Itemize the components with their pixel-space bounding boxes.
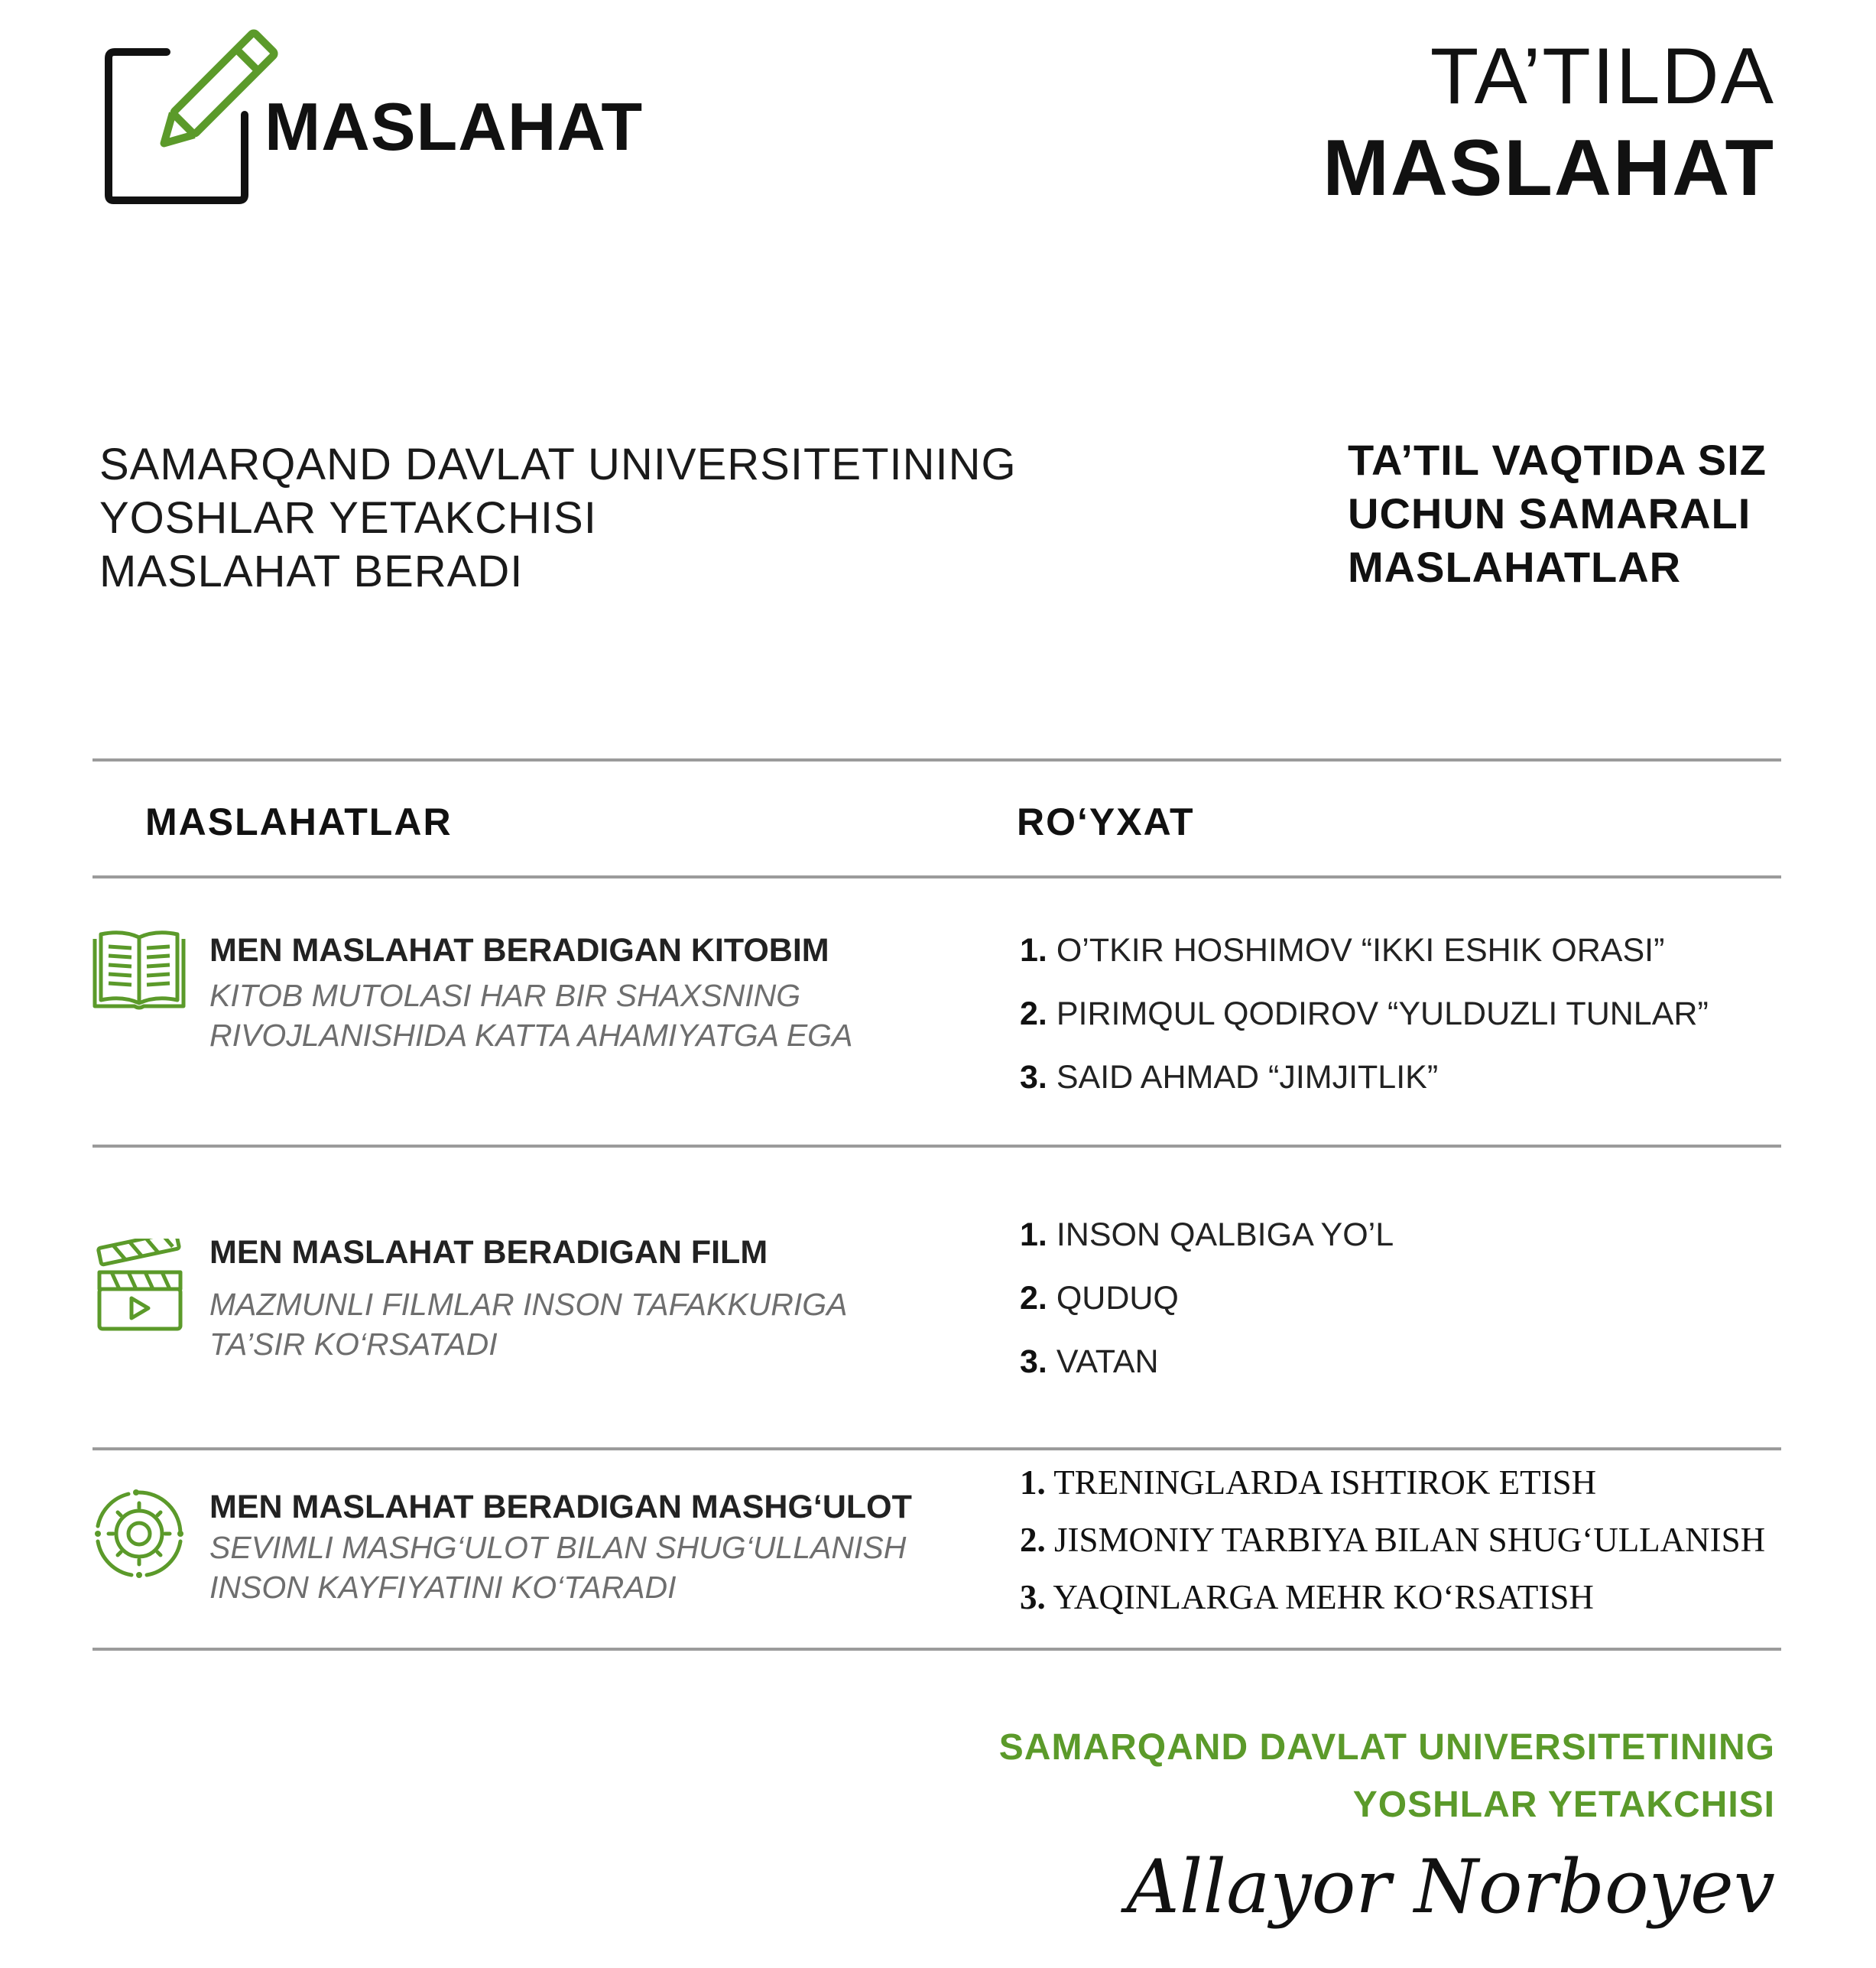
list-item xyxy=(1020,1343,1159,1380)
logo-text: MASLAHAT xyxy=(265,89,644,164)
list-item xyxy=(1020,1523,1765,1557)
list-text: JISMONIY TARBIYA BILAN SHUG‘ULLANISH xyxy=(1054,1521,1766,1559)
list-number: 2. xyxy=(1020,995,1047,1032)
table-divider xyxy=(93,875,1781,878)
list-text: INSON QALBIGA YO’L xyxy=(1056,1216,1394,1253)
list-item xyxy=(1020,934,1664,967)
film-row-description xyxy=(209,1284,848,1364)
list-number: 3. xyxy=(1020,1343,1047,1380)
table-divider xyxy=(93,758,1781,762)
list-item xyxy=(1020,1282,1179,1315)
intro-right-text xyxy=(1348,434,1767,594)
book-row-title: MEN MASLAHAT BERADIGAN KITOBIM xyxy=(209,932,829,969)
list-text: O’TKIR HOSHIMOV “IKKI ESHIK ORASI” xyxy=(1056,932,1665,969)
header-title-line1: TA’TILDA xyxy=(1430,32,1775,121)
description-line: SEVIMLI MASHG‘ULOT BILAN SHUG‘ULLANISH xyxy=(209,1530,907,1565)
list-item xyxy=(1020,1580,1594,1615)
description-line: KITOB MUTOLASI HAR BIR SHAXSNING xyxy=(209,978,801,1013)
signature: Allayor Norboyev xyxy=(1126,1844,1775,1930)
intro-line: SAMARQAND DAVLAT UNIVERSITETINING xyxy=(99,440,1017,489)
intro-right-line: MASLAHATLAR xyxy=(1348,543,1682,591)
activity-row-description xyxy=(209,1528,906,1607)
list-item xyxy=(1020,1061,1438,1094)
list-number: 2. xyxy=(1020,1280,1047,1317)
film-row-title: MEN MASLAHAT BERADIGAN FILM xyxy=(209,1234,768,1271)
list-item xyxy=(1020,1216,1394,1253)
table-divider xyxy=(93,1145,1781,1148)
clapperboard-icon xyxy=(92,1239,187,1333)
list-text: PIRIMQUL QODIROV “YULDUZLI TUNLAR” xyxy=(1056,995,1709,1032)
list-number: 1. xyxy=(1020,1216,1047,1253)
list-text: VATAN xyxy=(1056,1343,1159,1380)
list-number: 2. xyxy=(1020,1521,1046,1559)
gear-cycle-icon xyxy=(92,1486,187,1581)
header-title-line2: MASLAHAT xyxy=(1323,124,1775,213)
intro-right-line: UCHUN SAMARALI xyxy=(1348,489,1751,537)
open-book-icon xyxy=(92,925,187,1020)
list-number: 3. xyxy=(1020,1059,1047,1096)
list-item xyxy=(1020,1463,1597,1502)
list-item xyxy=(1020,995,1709,1032)
intro-right-line: TA’TIL VAQTIDA SIZ xyxy=(1348,436,1767,484)
description-line: RIVOJLANISHIDA KATTA AHAMIYATGA EGA xyxy=(209,1018,853,1053)
description-line: INSON KAYFIYATINI KO‘TARADI xyxy=(209,1570,677,1605)
description-line: TA’SIR KO‘RSATADI xyxy=(209,1327,498,1362)
intro-text xyxy=(99,438,1017,599)
column-header-advice: MASLAHATLAR xyxy=(145,801,453,843)
column-header-list: RO‘YXAT xyxy=(1017,801,1195,843)
list-number: 3. xyxy=(1020,1578,1046,1616)
intro-line: MASLAHAT BERADI xyxy=(99,547,524,596)
list-text: TRENINGLARDA ISHTIROK ETISH xyxy=(1053,1463,1597,1502)
list-number: 1. xyxy=(1020,932,1047,969)
book-row-description xyxy=(209,976,852,1055)
list-text: YAQINLARGA MEHR KO‘RSATISH xyxy=(1053,1578,1594,1616)
list-number: 1. xyxy=(1020,1463,1046,1502)
edit-pencil-icon xyxy=(99,23,290,206)
intro-line: YOSHLAR YETAKCHISI xyxy=(99,493,597,543)
footer-line1: SAMARQAND DAVLAT UNIVERSITETINING xyxy=(998,1727,1775,1768)
table-divider xyxy=(93,1447,1781,1450)
list-text: QUDUQ xyxy=(1056,1280,1179,1317)
list-text: SAID AHMAD “JIMJITLIK” xyxy=(1056,1059,1439,1096)
footer-line2: YOSHLAR YETAKCHISI xyxy=(1352,1785,1775,1825)
activity-row-title: MEN MASLAHAT BERADIGAN MASHG‘ULOT xyxy=(209,1489,912,1525)
description-line: MAZMUNLI FILMLAR INSON TAFAKKURIGA xyxy=(209,1287,848,1322)
table-divider xyxy=(93,1648,1781,1651)
